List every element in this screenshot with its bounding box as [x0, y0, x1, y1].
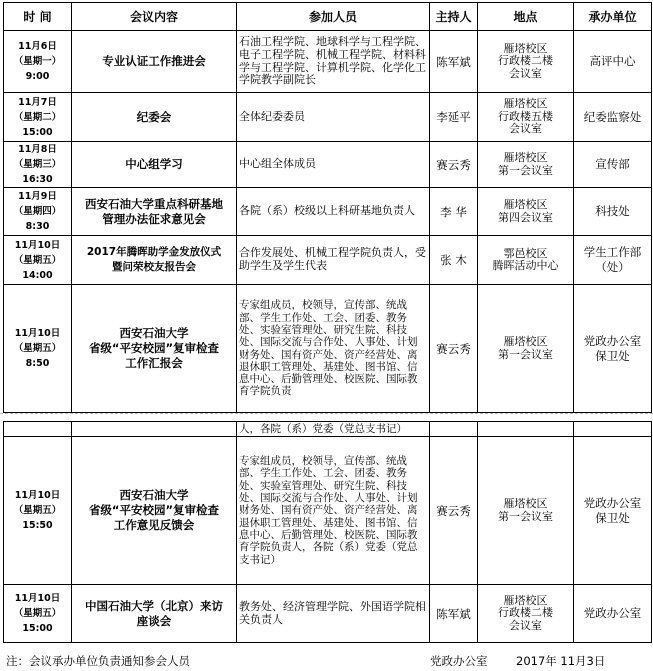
meeting-location [478, 422, 574, 437]
meeting-attendees: 教务处、经济管理学院、外国语学院相关负责人 [237, 585, 430, 643]
meeting-topic: 西安石油大学 省级“平安校园”复审检查 工作意见反馈会 [72, 437, 237, 585]
schedule-table-part2 [3, 421, 652, 643]
meeting-location: 雁塔校区 行政楼五楼 会议室 [478, 93, 574, 142]
meeting-host: 李 华 [430, 188, 478, 236]
meeting-time: 11月10日 （星期五） 15:50 [4, 437, 72, 585]
meeting-host: 李延平 [430, 93, 478, 142]
table-row [4, 422, 652, 437]
table-row [4, 188, 652, 236]
meeting-attendees: 中心组全体成员 [237, 142, 430, 188]
issuing-office: 党政办公室 [430, 654, 488, 668]
meeting-time: 11月8日 （星期三） 16:30 [4, 142, 72, 188]
meeting-topic: 中国石油大学（北京）来访 座谈会 [72, 585, 237, 643]
meeting-time: 11月10日 （星期五） 14:00 [4, 236, 72, 285]
table-row [4, 437, 652, 585]
footnote: 注：会议承办单位负责通知参会人员 [6, 654, 190, 668]
schedule-table-part1 [3, 2, 652, 413]
meeting-attendees: 合作发展处、机械工程学院负责人，受助学生及学生代表 [237, 236, 430, 285]
header-row [4, 3, 652, 31]
table-row [4, 285, 652, 413]
meeting-time: 11月10日 （星期五） 8:50 [4, 285, 72, 413]
meeting-host: 张 木 [430, 236, 478, 285]
meeting-time: 11月10日 （星期五） 15:00 [4, 585, 72, 643]
meeting-host [430, 422, 478, 437]
meeting-location: 雁塔校区 第一会议室 [478, 285, 574, 413]
issue-date: 2017年 11月3日 [516, 654, 606, 668]
meeting-attendees: 人，各院（系）党委（党总支书记） [237, 422, 430, 437]
meeting-time: 11月6日 （星期一） 9:00 [4, 31, 72, 93]
header-organizer: 承办单位 [574, 3, 652, 31]
meeting-topic: 西安石油大学 省级“平安校园”复审检查 工作汇报会 [72, 285, 237, 413]
meeting-organizer: 宣传部 [574, 142, 652, 188]
meeting-host: 赛云秀 [430, 142, 478, 188]
meeting-organizer: 党政办公室 [574, 585, 652, 643]
meeting-time [4, 422, 72, 437]
meeting-attendees: 专家组成员，校领导，宣传部、统战部、学生工作处、工会、团委、教务处、实验室管理处、研究生院、科技处、国际交流与合作处、人事处、计划财务处、国有资产处、资产经营处、离退休职工管理处、基建处、图书馆、信息中心、后勤管理处、校医院、国际教育学院负责人，各院（系）党委（党总支书记） [237, 437, 430, 585]
meeting-location: 雁塔校区 行政楼二楼 会议室 [478, 585, 574, 643]
header-location: 地点 [478, 3, 574, 31]
header-topic: 会议内容 [72, 3, 237, 31]
meeting-location: 雁塔校区 第四会议室 [478, 188, 574, 236]
meeting-time: 11月9日 （星期四） 8:30 [4, 188, 72, 236]
header-host: 主持人 [430, 3, 478, 31]
meeting-organizer: 党政办公室 保卫处 [574, 285, 652, 413]
meeting-attendees: 各院（系）校级以上科研基地负责人 [237, 188, 430, 236]
meeting-location: 雁塔校区 第一会议室 [478, 437, 574, 585]
meeting-topic: 中心组学习 [72, 142, 237, 188]
meeting-location: 雁塔校区 行政楼二楼 会议室 [478, 31, 574, 93]
meeting-topic: 西安石油大学重点科研基地 管理办法征求意见会 [72, 188, 237, 236]
meeting-location: 雁塔校区 第一会议室 [478, 142, 574, 188]
meeting-organizer [574, 422, 652, 437]
header-people: 参加人员 [237, 3, 430, 31]
meeting-topic: 2017年腾晖助学金发放仪式 暨问荣校友报告会 [72, 236, 237, 285]
meeting-organizer: 学生工作部 （处） [574, 236, 652, 285]
meeting-host: 陈军斌 [430, 31, 478, 93]
meeting-host: 陈军斌 [430, 585, 478, 643]
meeting-topic: 纪委会 [72, 93, 237, 142]
meeting-attendees: 专家组成员，校领导，宣传部、统战部、学生工作处、工会、团委、教务处、实验室管理处、研究生院、科技处、国际交流与合作处、人事处、计划财务处、国有资产处、资产经营处、离退休职工管理处、基建处、图书馆、信息中心、后勤管理处、校医院、国际教育学院负责 [237, 285, 430, 413]
table-row [4, 585, 652, 643]
meeting-location: 鄠邑校区 腾晖活动中心 [478, 236, 574, 285]
meeting-topic: 专业认证工作推进会 [72, 31, 237, 93]
meeting-organizer: 纪委监察处 [574, 93, 652, 142]
table-row [4, 142, 652, 188]
header-time: 时 间 [4, 3, 72, 31]
table-row [4, 31, 652, 93]
meeting-attendees: 石油工程学院、地球科学与工程学院、电子工程学院、机械工程学院、材料科学与工程学院、计算机学院、化学化工学院教学副院长 [237, 31, 430, 93]
meeting-organizer: 高评中心 [574, 31, 652, 93]
meeting-topic [72, 422, 237, 437]
table-row [4, 93, 652, 142]
meeting-host: 赛云秀 [430, 437, 478, 585]
meeting-organizer: 科技处 [574, 188, 652, 236]
meeting-attendees: 全体纪委委员 [237, 93, 430, 142]
meeting-organizer: 党政办公室 保卫处 [574, 437, 652, 585]
meeting-host: 赛云秀 [430, 285, 478, 413]
meeting-time: 11月7日 （星期二） 15:00 [4, 93, 72, 142]
table-row [4, 236, 652, 285]
